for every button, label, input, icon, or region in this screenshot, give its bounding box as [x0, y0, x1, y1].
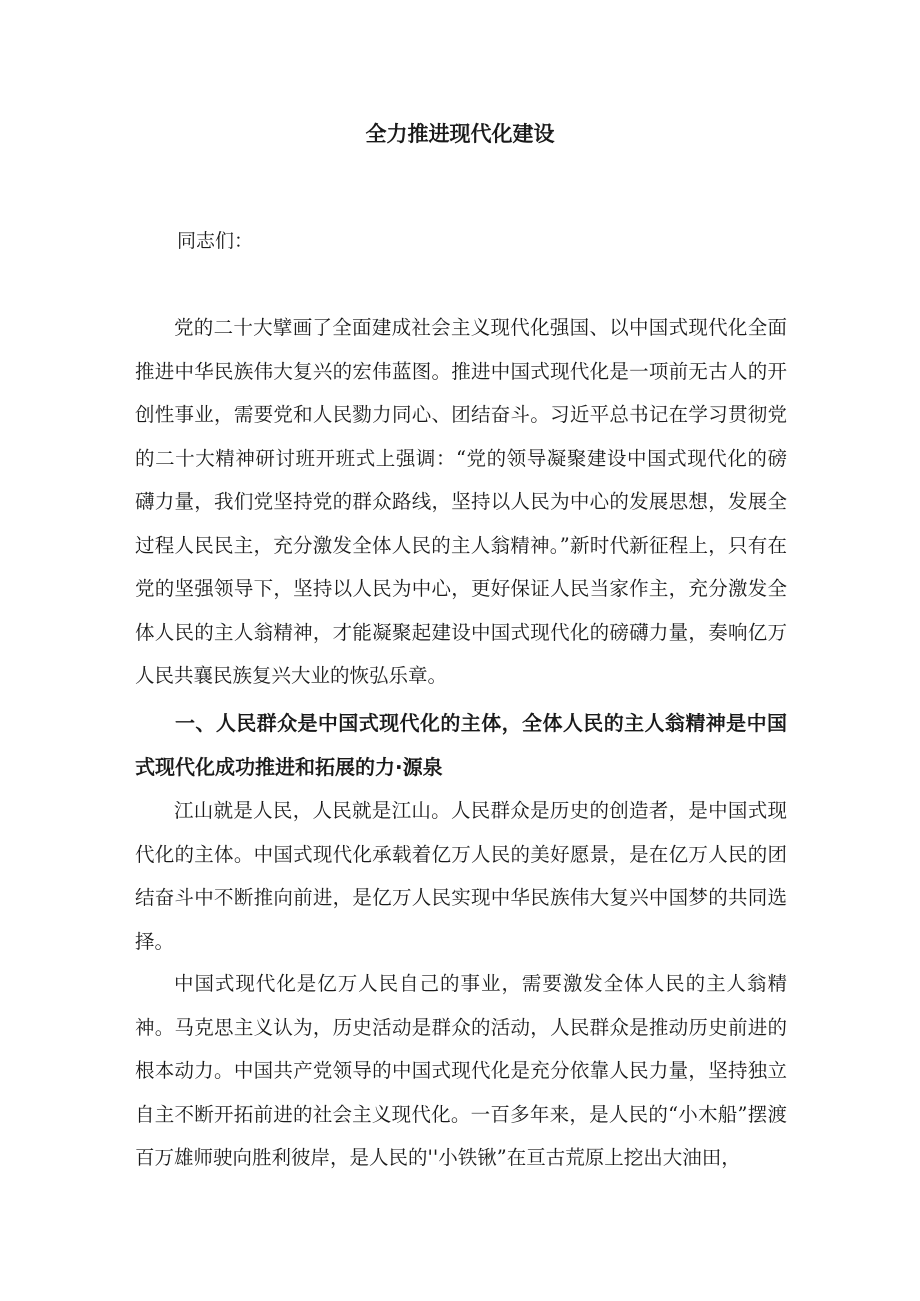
paragraph-section1-b: 中国式现代化是亿万人民自己的事业，需要激发全体人民的主人翁精神。马克思主义认为，历史活动是群众的活动，人民群众是推动历史前进的根本动力。中国共产党领导的中国式现代化是充分依靠人民力量，坚持独立自主不断开拓前进的社会主义现代化。一百多年来，是人民的“小木船”摆渡百万雄师驶向胜利彼岸，是人民的''小铁锹”在亘古荒原上挖出大油田， — [135, 972, 787, 1169]
salutation: 同志们： — [177, 230, 254, 252]
document-title: 全力推进现代化建设 — [365, 122, 555, 146]
paragraph-section1-a: 江山就是人民，人民就是江山。人民群众是历史的创造者，是中国式现代化的主体。中国式现代化承载着亿万人民的美好愿景，是在亿万人民的团结奋斗中不断推向前进，是亿万人民实现中华民族伟大复兴中国梦的共同选择。 — [135, 799, 787, 953]
paragraph-intro: 党的二十大擘画了全面建成社会主义现代化强国、以中国式现代化全面推进中华民族伟大复兴的宏伟蓝图。推进中国式现代化是一项前无古人的开创性事业，需要党和人民勠力同心、团结奋斗。习近平总书记在学习贯彻党的二十大精神研讨班开班式上强调：“党的领导凝聚建设中国式现代化的磅礴力量，我们党坚持党的群众路线，坚持以人民为中心的发展思想，发展全过程人民民主，充分激发全体人民的主人翁精神。”新时代新征程上，只有在党的坚强领导下，坚持以人民为中心，更好保证人民当家作主，充分激发全体人民的主人翁精神，才能凝聚起建设中国式现代化的磅礴力量，奏响亿万人民共襄民族复兴大业的恢弘乐章。 — [135, 316, 787, 687]
section-heading-1: 一、人民群众是中国式现代化的主体，全体人民的主人翁精神是中国式现代化成功推进和拓展的力·源泉 — [135, 711, 787, 779]
